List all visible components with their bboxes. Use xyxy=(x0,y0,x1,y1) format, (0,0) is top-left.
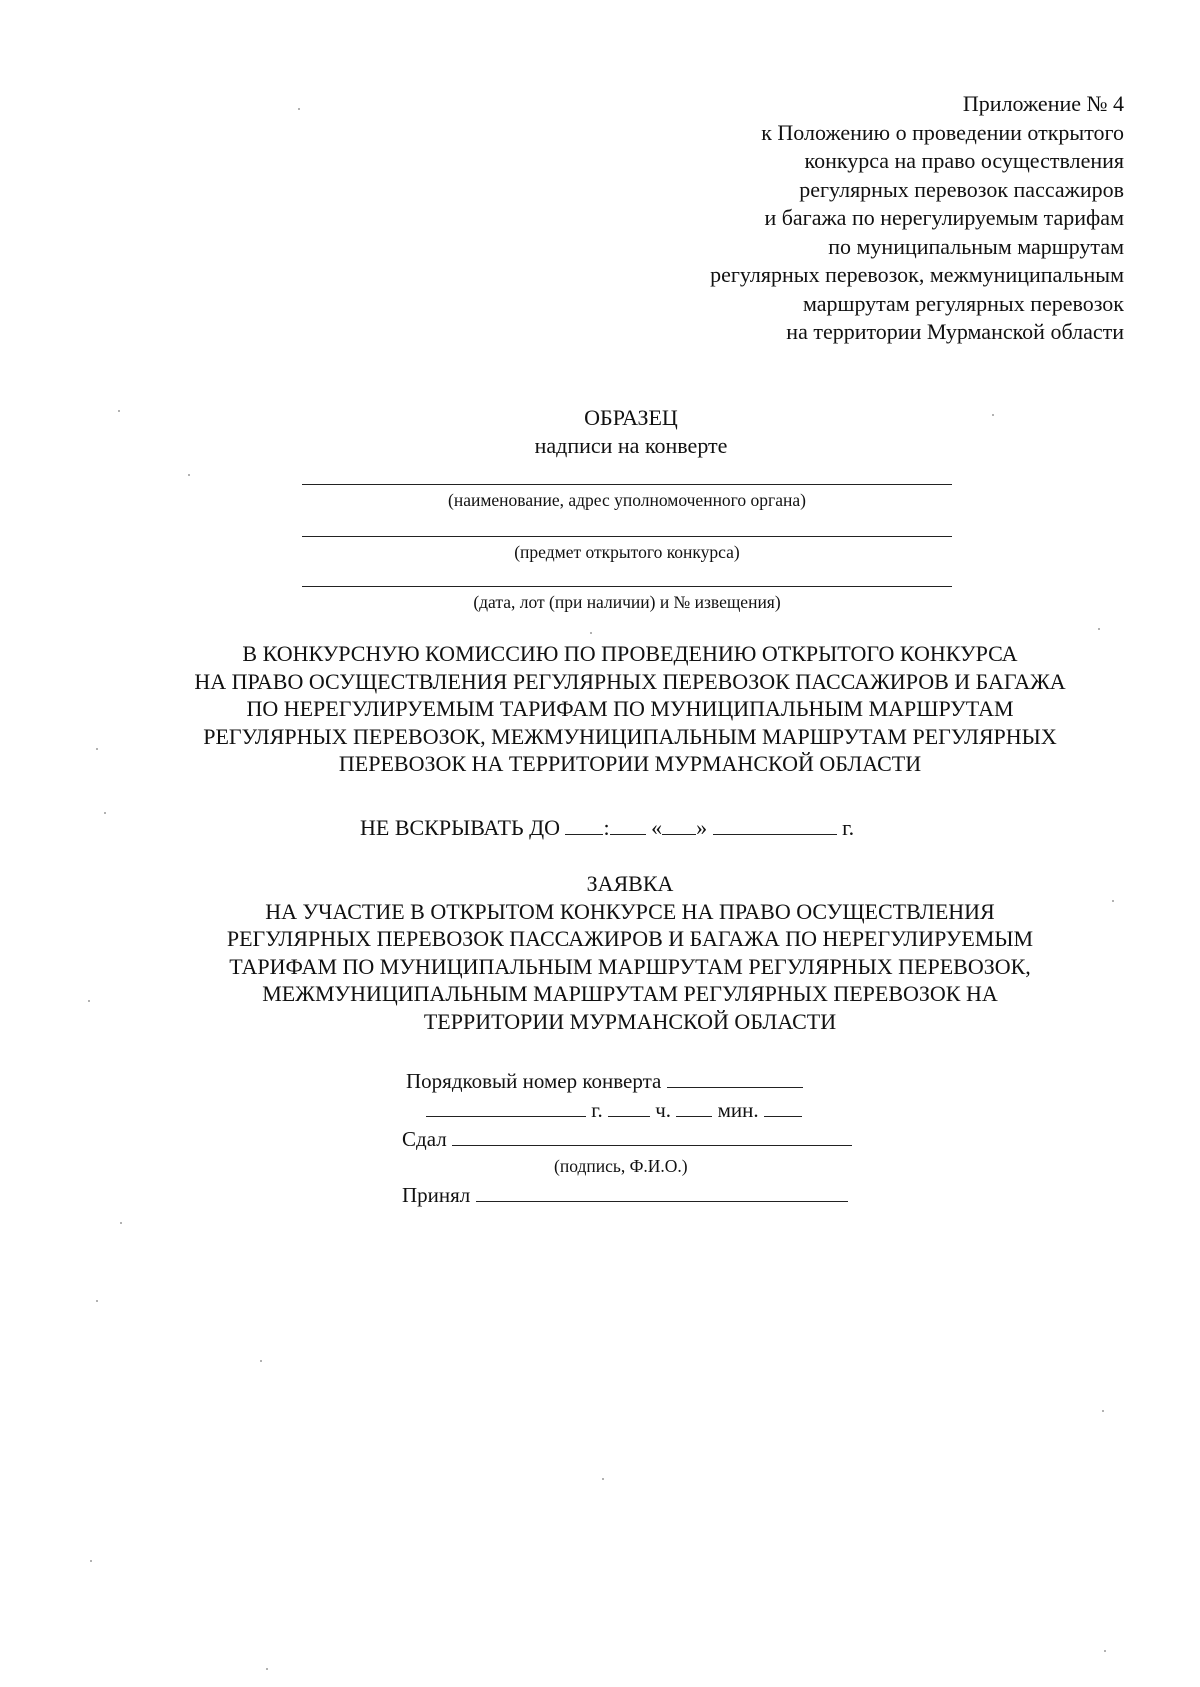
authority-field-caption: (наименование, адрес уполномоченного органа) xyxy=(448,490,806,510)
appendix-line: по муниципальным маршрутам xyxy=(828,233,1124,259)
quote-close: » xyxy=(696,815,708,840)
commission-line: НА ПРАВО ОСУЩЕСТВЛЕНИЯ РЕГУЛЯРНЫХ ПЕРЕВОЗОК ПАССАЖИРОВ И БАГАЖА xyxy=(194,668,1066,694)
received-minute-blank xyxy=(676,1098,712,1117)
application-line: РЕГУЛЯРНЫХ ПЕРЕВОЗОК ПАССАЖИРОВ И БАГАЖА ПО НЕРЕГУЛИРУЕМЫМ xyxy=(226,926,1034,951)
handed-signature-blank xyxy=(452,1127,852,1146)
handed-row xyxy=(402,1126,852,1152)
sample-title: ОБРАЗЕЦ xyxy=(584,405,678,430)
received-label: Принял xyxy=(402,1183,471,1207)
handed-label: Сдал xyxy=(402,1127,447,1151)
date-lot-field-caption: (дата, лот (при наличии) и № извещения) xyxy=(473,592,781,612)
appendix-header xyxy=(564,90,1124,347)
appendix-line: на территории Мурманской области xyxy=(786,319,1124,344)
appendix-line: Приложение № 4 xyxy=(962,91,1124,116)
year-suffix: г. xyxy=(842,815,855,840)
application-line: ТАРИФАМ ПО МУНИЦИПАЛЬНЫМ МАРШРУТАМ РЕГУЛЯРНЫХ ПЕРЕВОЗОК, xyxy=(229,953,1031,979)
signature-caption: (подпись, Ф.И.О.) xyxy=(554,1156,688,1176)
appendix-line: к Положению о проведении открытого xyxy=(761,119,1124,145)
application-line: ЗАЯВКА xyxy=(586,871,674,896)
appendix-line: и багажа по нерегулируемым тарифам xyxy=(764,205,1124,230)
date-lot-field-line xyxy=(302,586,952,587)
minute-blank xyxy=(610,816,646,835)
application-title xyxy=(60,870,1200,1035)
commission-line: ПЕРЕВОЗОК НА ТЕРРИТОРИИ МУРМАНСКОЙ ОБЛАСТИ xyxy=(338,751,922,776)
hour-blank xyxy=(565,816,603,835)
envelope-number-row xyxy=(406,1068,803,1094)
appendix-line: регулярных перевозок, межмуниципальным xyxy=(710,262,1124,287)
quote-open: « xyxy=(651,815,663,840)
envelope-number-label: Порядковый номер конверта xyxy=(406,1069,662,1093)
commission-line: В КОНКУРСНУЮ КОМИССИЮ ПО ПРОВЕДЕНИЮ ОТКРЫТОГО КОНКУРСА xyxy=(242,641,1018,666)
appendix-line: маршрутам регулярных перевозок xyxy=(802,290,1124,316)
application-line: НА УЧАСТИЕ В ОТКРЫТОМ КОНКУРСЕ НА ПРАВО ОСУЩЕСТВЛЕНИЯ xyxy=(265,898,995,924)
month-blank xyxy=(713,816,837,835)
appendix-line: конкурса на право осуществления xyxy=(804,148,1124,173)
received-signature-blank xyxy=(476,1183,848,1202)
received-hour-blank xyxy=(608,1098,650,1117)
received-minute-value-blank xyxy=(764,1098,802,1117)
day-blank xyxy=(662,816,696,835)
subject-field-line xyxy=(302,536,952,537)
do-not-open-label: НЕ ВСКРЫВАТЬ ДО xyxy=(360,815,560,840)
received-hour-label: ч. xyxy=(655,1098,672,1122)
sample-subtitle: надписи на конверте xyxy=(534,433,728,458)
received-date-blank xyxy=(426,1098,586,1117)
received-year-label: г. xyxy=(591,1098,603,1122)
received-minute-label: мин. xyxy=(717,1098,759,1122)
application-line: ТЕРРИТОРИИ МУРМАНСКОЙ ОБЛАСТИ xyxy=(423,1008,837,1034)
do-not-open-line xyxy=(360,814,854,842)
commission-line: ПО НЕРЕГУЛИРУЕМЫМ ТАРИФАМ ПО МУНИЦИПАЛЬНЫМ МАРШРУТАМ xyxy=(246,696,1014,721)
commission-address xyxy=(60,640,1200,778)
received-time-row xyxy=(426,1097,802,1123)
envelope-number-blank xyxy=(667,1069,803,1088)
commission-line: РЕГУЛЯРНЫХ ПЕРЕВОЗОК, МЕЖМУНИЦИПАЛЬНЫМ МАРШРУТАМ РЕГУЛЯРНЫХ xyxy=(203,723,1057,749)
application-line: МЕЖМУНИЦИПАЛЬНЫМ МАРШРУТАМ РЕГУЛЯРНЫХ ПЕРЕВОЗОК НА xyxy=(262,981,998,1006)
authority-field-line xyxy=(302,484,952,485)
time-colon: : xyxy=(603,815,610,840)
subject-field-caption: (предмет открытого конкурса) xyxy=(514,542,740,562)
appendix-line: регулярных перевозок пассажиров xyxy=(799,176,1124,202)
received-row xyxy=(402,1182,848,1208)
